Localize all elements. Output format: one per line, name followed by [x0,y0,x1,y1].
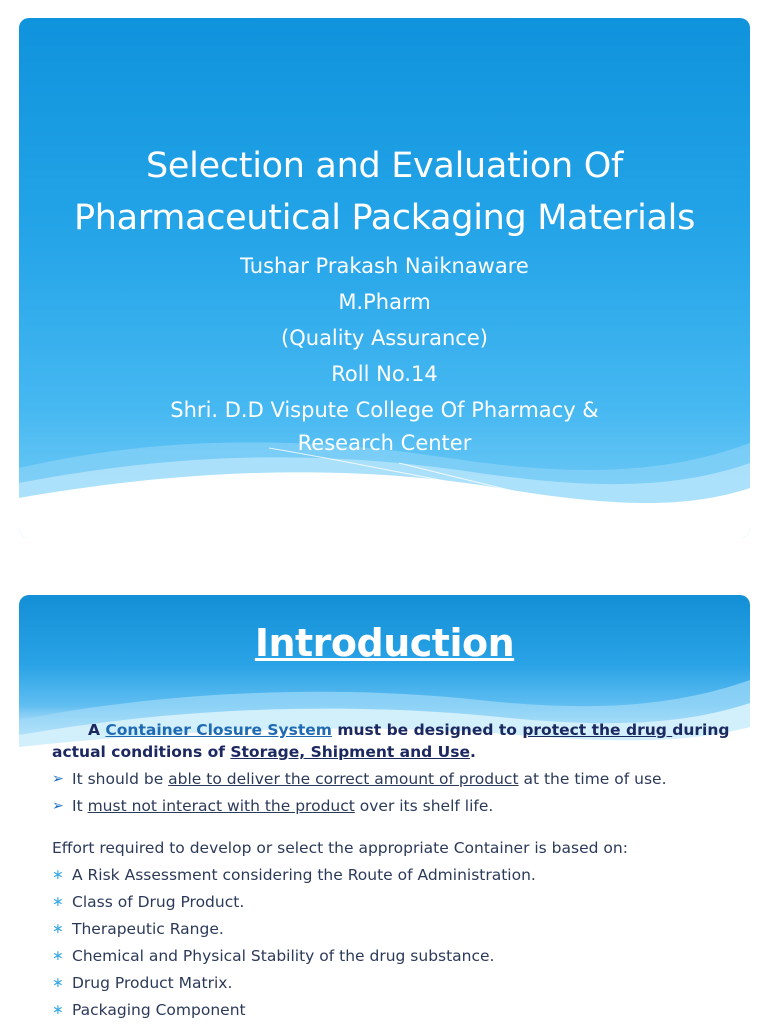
introduction-slide [19,595,750,1035]
intro-text: . [470,743,476,761]
effort-text: Effort required to develop or select the appropriate Container is based on: [52,839,628,857]
bullet-text: over its shelf life. [354,797,494,815]
list-item [52,999,742,1021]
factor-text: Therapeutic Range. [72,920,224,938]
star-bullet-icon: ∗ [52,867,64,883]
storage-text: Storage, Shipment and Use [230,743,470,761]
author-name: Tushar Prakash Naiknaware [240,254,529,278]
star-bullet-icon: ∗ [52,921,64,937]
star-bullet-icon: ∗ [52,948,64,964]
factor-text: A Risk Assessment considering the Route of Administration. [72,866,536,884]
intro-text: must be designed to [331,721,523,739]
list-item [52,972,742,994]
bullet-underlined: must not interact with the product [87,797,355,815]
arrow-bullet-icon: ➢ [52,798,64,814]
list-item [52,795,742,817]
list-item [52,945,742,967]
star-bullet-icon: ∗ [52,1002,64,1018]
degree: M.Pharm [338,290,431,314]
title-slide [19,18,750,538]
list-item [52,768,742,790]
bullet-underlined: able to deliver the correct amount of product [168,770,519,788]
intro-text: during actual conditions of [52,721,730,761]
list-item [52,918,742,940]
specialization: (Quality Assurance) [281,326,488,350]
bullet-text: It should be [72,770,169,788]
college-line-2: Research Center [297,431,472,455]
author-info [19,248,750,458]
container-closure-link: Container Closure System [105,721,332,739]
title-line-1: Selection and Evaluation Of [146,146,623,186]
factor-text: Class of Drug Product. [72,893,245,911]
list-item [52,864,742,886]
factor-text: Drug Product Matrix. [72,974,233,992]
list-item [52,891,742,913]
intro-text: A [88,721,106,739]
star-bullet-icon: ∗ [52,894,64,910]
slide-content [52,719,742,1021]
arrow-bullet-icon: ➢ [52,771,64,787]
bullet-text: It [72,797,88,815]
star-bullet-icon: ∗ [52,975,64,991]
slide-title [19,140,750,244]
protect-drug-text: protect the drug [522,721,673,739]
bullet-text: at the time of use. [518,770,667,788]
roll-number: Roll No.14 [331,362,438,386]
title-line-2: Pharmaceutical Packaging Materials [73,198,695,238]
slide-title: Introduction [254,621,515,665]
factor-text: Packaging Component [72,1001,246,1019]
college-line-1: Shri. D.D Vispute College Of Pharmacy & [170,398,599,422]
intro-paragraph [52,719,742,763]
factor-text: Chemical and Physical Stability of the drug substance. [72,947,495,965]
